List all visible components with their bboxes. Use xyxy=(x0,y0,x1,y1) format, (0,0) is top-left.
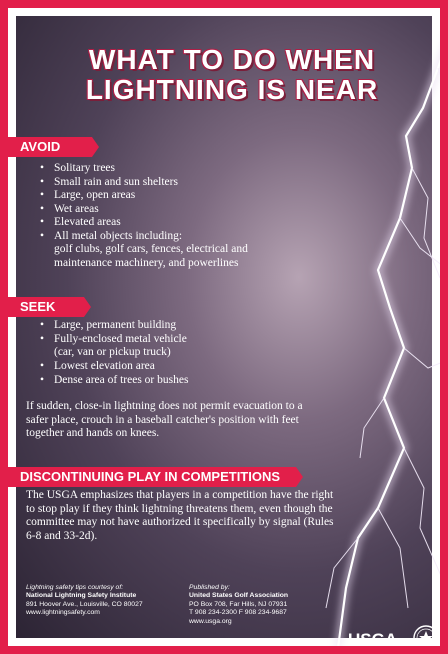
usga-logo: USGA xyxy=(348,630,398,649)
usga-seal-icon xyxy=(413,625,439,651)
list-item: • Large, permanent building xyxy=(40,319,310,333)
credit-address: 891 Hoover Ave., Louisville, CO 80027 xyxy=(26,600,143,608)
list-item: • Wet areas xyxy=(40,203,330,217)
seek-item-continuation: (car, van or pickup truck) xyxy=(54,346,171,358)
seek-list xyxy=(40,319,310,346)
list-item: • Dense area of trees or bushes xyxy=(40,374,310,388)
avoid-item-continuation: golf clubs, golf cars, fences, electrical and maintenance machinery, and powerlines xyxy=(54,243,248,269)
list-item: • Large, open areas xyxy=(40,189,330,203)
publisher-phone: T 908 234-2300 F 908 234-9687 xyxy=(189,609,287,617)
publisher-label: Published by: xyxy=(189,584,230,591)
list-item: • Lowest elevation area xyxy=(40,360,310,374)
list-item: • All metal objects including: xyxy=(40,230,330,244)
credit-label: Lightning safety tips courtesy of: xyxy=(26,584,124,591)
crouch-paragraph: If sudden, close-in lightning does not permit evacuation to a safer place, crouch in a baseball catcher's position with feet together and hands on knees. xyxy=(26,400,303,439)
credit-web-link[interactable]: www.lightningsafety.com xyxy=(26,609,100,617)
footer-credit xyxy=(26,584,196,618)
seek-heading: SEEK xyxy=(8,297,84,317)
credit-org: National Lightning Safety Institute xyxy=(26,592,137,600)
list-item: • Elevated areas xyxy=(40,216,330,230)
title-line-1: WHAT TO DO WHEN xyxy=(88,44,376,75)
discontinuing-heading: DISCONTINUING PLAY IN COMPETITIONS xyxy=(8,467,296,487)
list-item: • Fully-enclosed metal vehicle xyxy=(40,333,310,347)
title-line-2: LIGHTNING IS NEAR xyxy=(85,74,379,105)
list-item: • Solitary trees xyxy=(40,162,330,176)
list-item: • Small rain and sun shelters xyxy=(40,176,330,190)
seek-list-continued xyxy=(40,360,310,387)
publisher-web-link[interactable]: www.usga.org xyxy=(189,617,232,625)
publisher-org: United States Golf Association xyxy=(189,592,289,600)
footer-publisher xyxy=(189,584,349,626)
publisher-address: PO Box 708, Far Hills, NJ 07931 xyxy=(189,600,288,608)
avoid-heading: AVOID xyxy=(8,137,92,157)
discontinuing-text: The USGA emphasizes that players in a competition have the right to stop play if they think lightning threatens them, even though the committee may not have authorized it specifically by signal (Rules 6-8 and 33-2d). xyxy=(26,489,334,542)
avoid-list xyxy=(40,162,330,243)
